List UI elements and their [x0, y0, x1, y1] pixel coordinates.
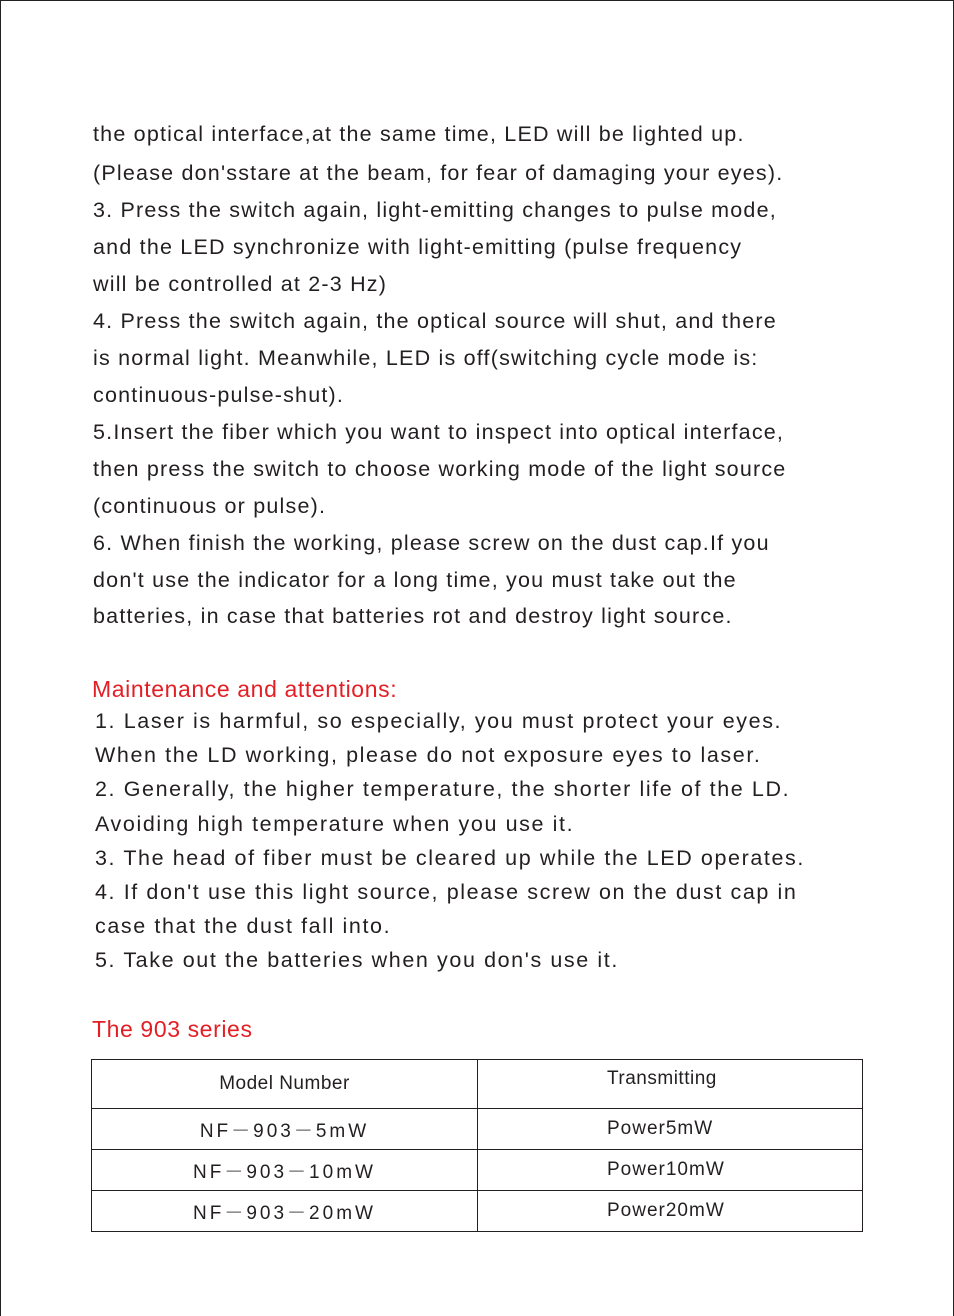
series-heading: The 903 series — [92, 1016, 253, 1042]
maintenance-heading: Maintenance and attentions: — [92, 676, 398, 702]
text-line: 4. Press the switch again, the optical source will shut, and there — [93, 309, 777, 333]
model-cell: NF－903－20mW — [92, 1191, 478, 1232]
text-line: 3. Press the switch again, light-emitting changes to pulse mode, — [93, 198, 777, 222]
model-cell: NF－903－10mW — [92, 1150, 478, 1191]
text-line: case that the dust fall into. — [95, 914, 392, 938]
text-line: (continuous or pulse). — [93, 494, 327, 518]
text-line: continuous-pulse-shut). — [93, 383, 345, 407]
header-transmitting: Transmitting — [478, 1060, 863, 1109]
text-line: Avoiding high temperature when you use it. — [95, 812, 575, 836]
header-model-number: Model Number — [92, 1060, 478, 1109]
text-line: (Please don'sstare at the beam, for fear of damaging your eyes). — [93, 161, 784, 185]
text-line: and the LED synchronize with light-emitting (pulse frequency — [93, 235, 743, 259]
text-line: is normal light. Meanwhile, LED is off(switching cycle mode is: — [93, 346, 759, 370]
series-table — [91, 1059, 863, 1232]
power-cell: Power20mW — [478, 1191, 863, 1232]
table-header-row — [92, 1060, 863, 1109]
model-cell: NF－903－5mW — [92, 1109, 478, 1150]
page-border-left — [0, 0, 1, 1316]
text-line: batteries, in case that batteries rot and destroy light source. — [93, 604, 733, 628]
text-line: 5.Insert the fiber which you want to inspect into optical interface, — [93, 420, 785, 444]
power-cell: Power10mW — [478, 1150, 863, 1191]
text-line: 6. When finish the working, please screw on the dust cap.If you — [93, 531, 770, 555]
power-cell: Power5mW — [478, 1109, 863, 1150]
text-line: 3. The head of fiber must be cleared up while the LED operates. — [95, 846, 805, 870]
text-line: 2. Generally, the higher temperature, the shorter life of the LD. — [95, 777, 791, 801]
table-row — [92, 1150, 863, 1191]
table-row — [92, 1191, 863, 1232]
text-line: will be controlled at 2-3 Hz) — [93, 272, 388, 296]
text-line: When the LD working, please do not exposure eyes to laser. — [95, 743, 762, 767]
text-line: the optical interface,at the same time, LED will be lighted up. — [93, 122, 745, 146]
text-line: 5. Take out the batteries when you don's use it. — [95, 948, 619, 972]
text-line: then press the switch to choose working mode of the light source — [93, 457, 787, 481]
page-border-top — [0, 0, 954, 1]
text-line: 1. Laser is harmful, so especially, you must protect your eyes. — [95, 709, 783, 733]
text-line: 4. If don't use this light source, please screw on the dust cap in — [95, 880, 798, 904]
table-row — [92, 1109, 863, 1150]
text-line: don't use the indicator for a long time, you must take out the — [93, 568, 737, 592]
